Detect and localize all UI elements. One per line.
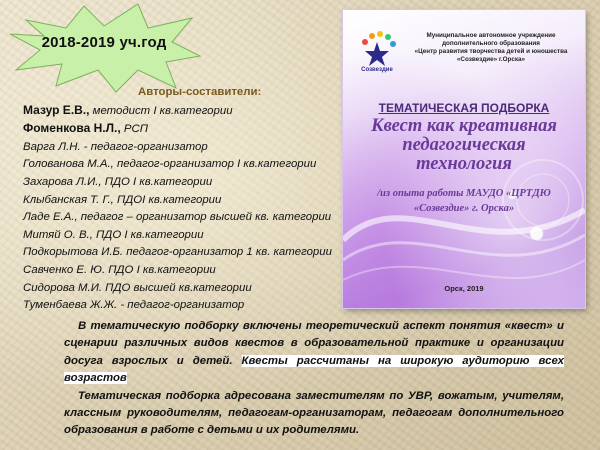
cover-title: Квест как креативная педагогическая технология [371,116,557,174]
author-item: Захарова Л.И., ПДО I кв.категории [23,175,213,188]
authors-block [23,84,353,315]
author-item: Савченко Е. Ю. ПДО I кв.категории [23,263,216,276]
author-item: Голованова М.А., педагог-организатор I кв.категории [23,158,317,171]
description-paragraph: В тематическую подборку включены теоретический аспект понятия «квест» и сценарии различных видов квестов в образовательной практике и организации досуга взрослых и детей. Квесты рассчитаны на широкую аудиторию всех возрастов [64,320,564,385]
description-paragraph: Тематическая подборка адресована заместителям по УВР, вожатым, учителям, классным руководителям, педагогам-организаторам, педагогам дополнительного образования в работе с детьми и их родителями. [64,389,564,437]
author-item: Туменбаева Ж.Ж. - педагог-организатор [23,299,245,312]
author-item: Митяй О. В., ПДО I кв.категории [23,228,204,241]
cover-city-year: Орск, 2019 [444,284,484,293]
book-cover [343,10,585,308]
authors-heading: Авторы-составители: [138,86,262,98]
year-badge [6,0,202,96]
cover-subtitle: ТЕМАТИЧЕСКАЯ ПОДБОРКА [378,101,550,115]
author-item: Ладе Е.А., педагог – организатор высшей кв. категории [23,211,332,224]
author-item: Клыбанская Т. Г., ПДОI кв.категории [23,193,222,206]
author-item: Сидорова М.И. ПДО высшей кв.категории [23,281,252,294]
author-item: Варга Л.Н. - педагог-организатор [23,140,208,153]
author-item: Подкорытова И.Б. педагог-организатор 1 кв. категории [23,246,332,259]
cover-note: /из опыта работы МАУДО «ЦРТДЮ «Созвездие» г. Орска» [377,188,551,214]
logo-text: Созвездие [361,67,393,73]
author-item: Мазур Е.В., методист I кв.категории [23,102,233,117]
description [64,318,564,440]
author-item: Фоменкова Н.Л., РСП [23,121,148,136]
star-logo-icon [355,30,399,68]
year-label: 2018-2019 уч.год [41,34,167,51]
organization-name: Муниципальное автономное учреждение дополнительного образования «Центр развития творчества детей и юношества «Созвездие» г.Орска» [414,32,568,63]
